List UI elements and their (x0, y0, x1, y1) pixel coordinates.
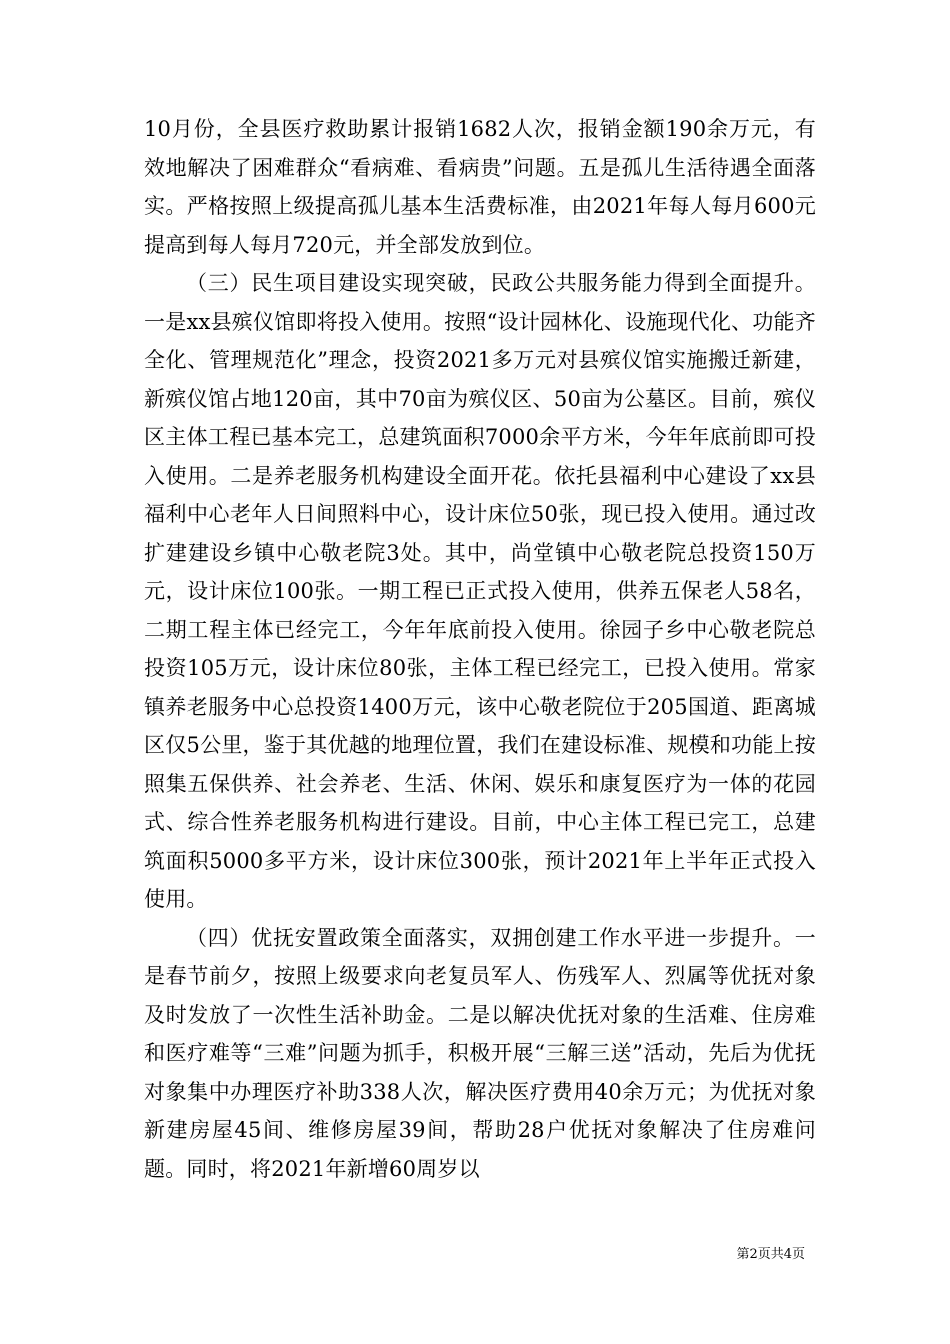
paragraph-medical-aid-orphans: 10月份，全县医疗救助累计报销1682人次，报销金额190余万元，有效地解决了困难群众“看病难、看病贵”问题。五是孤儿生活待遇全面落实。严格按照上级提高孤儿基本生活费标准，由2021年每人每月600元提高到每人每月720元，并全部发放到位。 (144, 117, 816, 257)
page-number: 第2页共4页 (736, 1247, 805, 1262)
paragraph-preferential-care: （四）优抚安置政策全面落实，双拥创建工作水平进一步提升。一是春节前夕，按照上级要求向老复员军人、伤残军人、烈属等优抚对象及时发放了一次性生活补助金。二是以解决优抚对象的生活难、住房难和医疗难等“三难”问题为抓手，积极开展“三解三送”活动，先后为优抚对象集中办理医疗补助338人次，解决医疗费用40余万元；为优抚对象新建房屋45间、维修房屋39间，帮助28户优抚对象解决了住房难问题。同时，将2021年新增60周岁以 (144, 925, 816, 1181)
document-body (144, 110, 816, 1188)
paragraph-livelihood-projects: （三）民生项目建设实现突破，民政公共服务能力得到全面提升。一是xx县殡仪馆即将投入使用。按照“设计园林化、设施现代化、功能齐全化、管理规范化”理念，投资2021多万元对县殡仪馆实施搬迁新建，新殡仪馆占地120亩，其中70亩为殡仪区、50亩为公墓区。目前，殡仪区主体工程已基本完工，总建筑面积7000余平方米，今年年底前即可投入使用。二是养老服务机构建设全面开花。依托县福利中心建设了xx县福利中心老年人日间照料中心，设计床位50张，现已投入使用。通过改扩建建设乡镇中心敬老院3处。其中，尚堂镇中心敬老院总投资150万元，设计床位100张。一期工程已正式投入使用，供养五保老人58名，二期工程主体已经完工，今年年底前投入使用。徐园子乡中心敬老院总投资105万元，设计床位80张，主体工程已经完工，已投入使用。常家镇养老服务中心总投资1400万元，该中心敬老院位于205国道、距离城区仅5公里，鉴于其优越的地理位置，我们在建设标准、规模和功能上按照集五保供养、社会养老、生活、休闲、娱乐和康复医疗为一体的花园式、综合性养老服务机构进行建设。目前，中心主体工程已完工，总建筑面积5000多平方米，设计床位300张，预计2021年上半年正式投入使用。 (144, 271, 816, 911)
